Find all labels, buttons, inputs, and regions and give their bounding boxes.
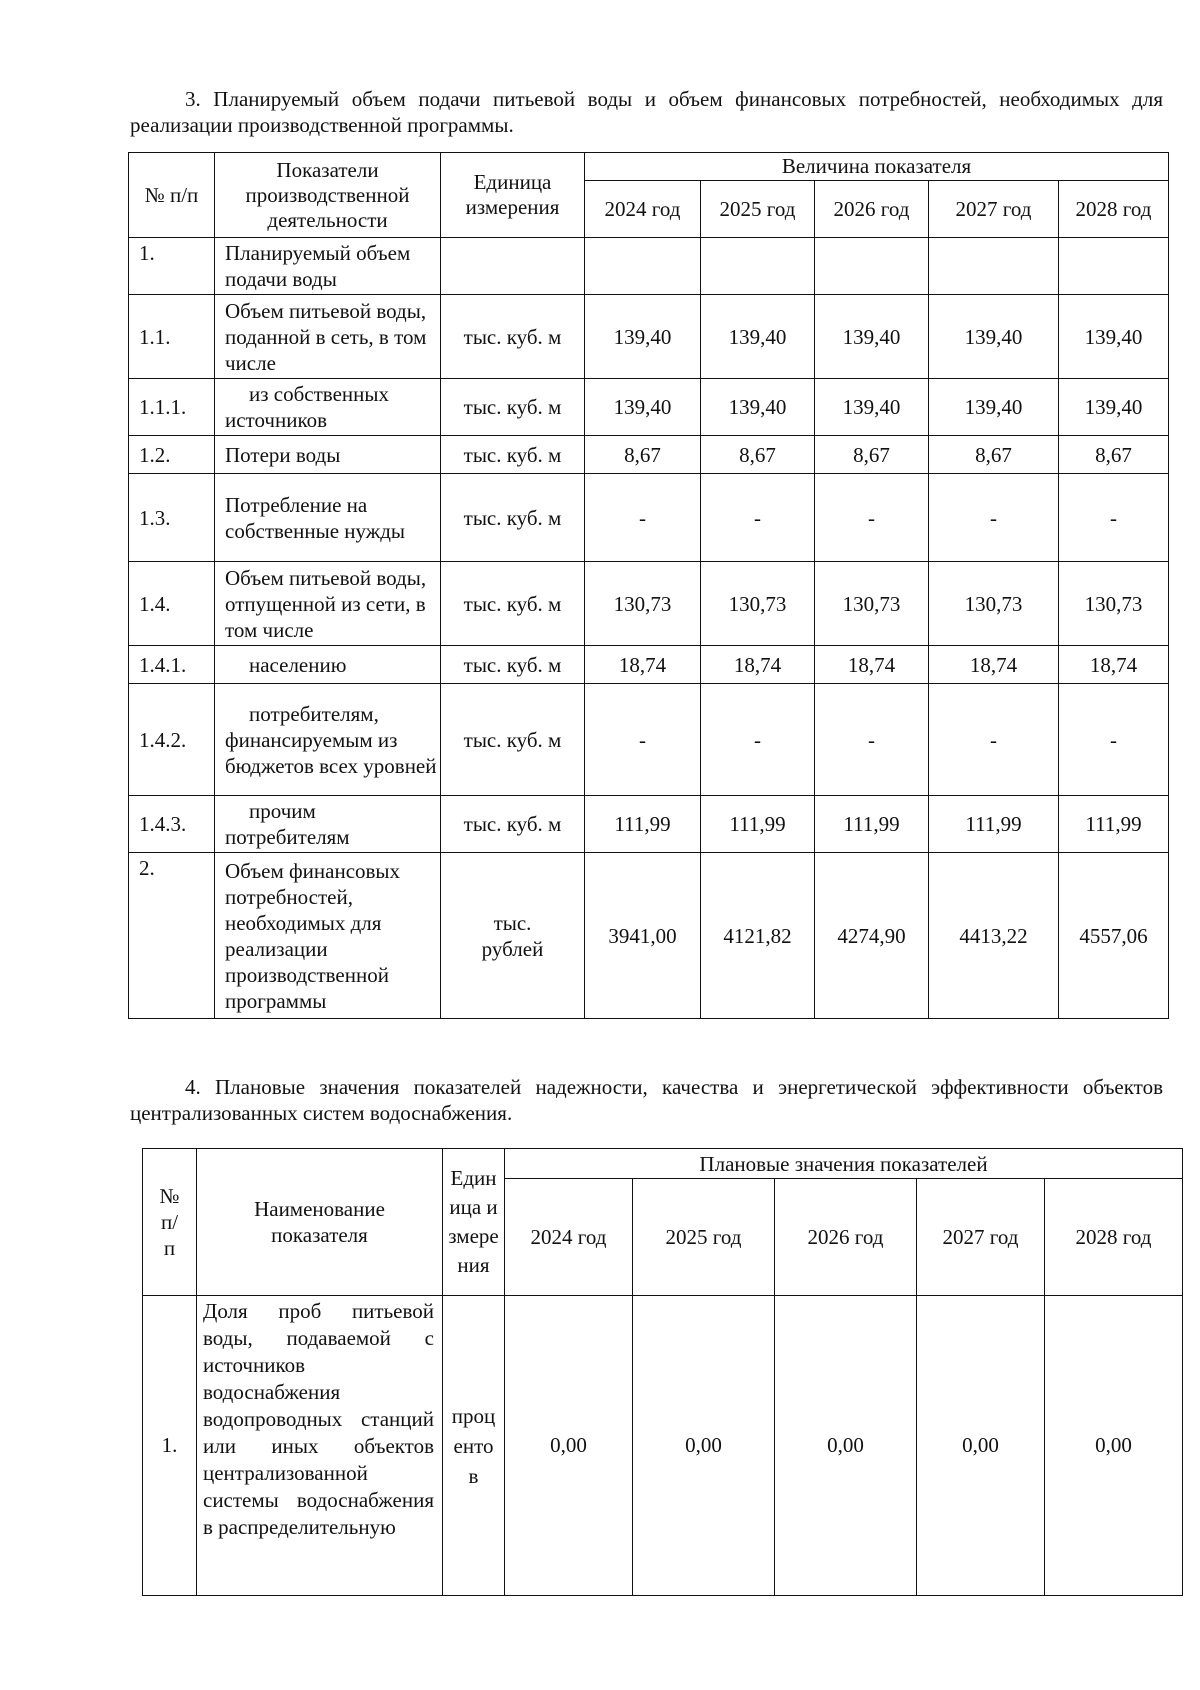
row-value: 3941,00 — [585, 853, 701, 1019]
row-unit — [441, 238, 585, 295]
row-num: 1.4.3. — [129, 796, 215, 853]
row-value: - — [815, 474, 929, 562]
reliability-indicators-table — [142, 1148, 1183, 1596]
header-unit: Единица измерения — [443, 1149, 505, 1296]
row-value: 8,67 — [929, 436, 1059, 474]
row-value: - — [815, 684, 929, 796]
row-num: 1.1. — [129, 295, 215, 379]
row-value: 4413,22 — [929, 853, 1059, 1019]
row-value: 0,00 — [505, 1296, 633, 1596]
row-unit: тыс. куб. м — [441, 562, 585, 646]
row-unit: тыс. куб. м — [441, 646, 585, 684]
row-value: 139,40 — [1059, 379, 1169, 436]
row-value: 0,00 — [917, 1296, 1045, 1596]
header-year: 2026 год — [775, 1179, 917, 1296]
row-value: 4274,90 — [815, 853, 929, 1019]
row-unit: тыс. куб. м — [441, 379, 585, 436]
row-num: 1.1.1. — [129, 379, 215, 436]
header-year: 2024 год — [585, 181, 701, 238]
row-num: 1.4. — [129, 562, 215, 646]
row-name: Планируемый объем подачи воды — [215, 238, 441, 295]
row-unit: процентов — [443, 1296, 505, 1596]
row-unit: тыс. рублей — [441, 853, 585, 1019]
table-row — [129, 646, 1169, 684]
row-num: 1.4.2. — [129, 684, 215, 796]
row-unit: тыс. куб. м — [441, 295, 585, 379]
table-row — [129, 562, 1169, 646]
row-value: - — [929, 474, 1059, 562]
header-value-group: Величина показателя — [585, 153, 1169, 181]
row-value: 0,00 — [1045, 1296, 1183, 1596]
header-num: № п/п — [129, 153, 215, 238]
row-value: 8,67 — [815, 436, 929, 474]
row-value — [929, 238, 1059, 295]
row-name: из собственных источников — [215, 379, 441, 436]
header-indicator: Показатели производственной деятельности — [215, 153, 441, 238]
row-value: 0,00 — [775, 1296, 917, 1596]
row-value: 139,40 — [815, 295, 929, 379]
row-value: 18,74 — [1059, 646, 1169, 684]
row-value: 18,74 — [585, 646, 701, 684]
row-name: Объем питьевой воды, отпущенной из сети, в том числе — [215, 562, 441, 646]
row-num: 1.3. — [129, 474, 215, 562]
row-value: 139,40 — [929, 379, 1059, 436]
row-value: - — [1059, 684, 1169, 796]
row-unit: тыс. куб. м — [441, 796, 585, 853]
row-value: 111,99 — [815, 796, 929, 853]
row-name: Потери воды — [215, 436, 441, 474]
row-value: - — [585, 474, 701, 562]
table-row — [129, 474, 1169, 562]
row-value — [701, 238, 815, 295]
row-num: 1. — [143, 1296, 197, 1596]
header-value-group: Плановые значения показателей — [505, 1149, 1183, 1179]
water-supply-volume-table — [128, 152, 1169, 1019]
row-value — [1059, 238, 1169, 295]
row-name: потребителям, финансируемым из бюджетов всех уровней — [215, 684, 441, 796]
row-name: Объем финансовых потребностей, необходимых для реализации производственной программы — [215, 853, 441, 1019]
header-year: 2025 год — [633, 1179, 775, 1296]
section-4-heading: 4. Плановые значения показателей надежности, качества и энергетической эффективности объектов централизованных систем водоснабжения. — [130, 1075, 1163, 1125]
header-year: 2027 год — [917, 1179, 1045, 1296]
row-value: 111,99 — [585, 796, 701, 853]
row-value: 139,40 — [701, 295, 815, 379]
row-value — [585, 238, 701, 295]
row-name: Потребление на собственные нужды — [215, 474, 441, 562]
row-unit: тыс. куб. м — [441, 436, 585, 474]
row-value: 111,99 — [701, 796, 815, 853]
row-num: 1.2. — [129, 436, 215, 474]
row-value: 130,73 — [815, 562, 929, 646]
row-value: 139,40 — [585, 379, 701, 436]
row-value: - — [585, 684, 701, 796]
header-year: 2027 год — [929, 181, 1059, 238]
row-value: - — [929, 684, 1059, 796]
table-row — [129, 238, 1169, 295]
row-name: Доля проб питьевой воды, подаваемой с источников водоснабжения водопроводных станций или иных объектов централизованной системы водоснабжения в распределительную — [197, 1296, 443, 1596]
table-row — [129, 379, 1169, 436]
row-unit: тыс. куб. м — [441, 474, 585, 562]
table-row — [129, 684, 1169, 796]
row-value: - — [701, 474, 815, 562]
row-value: 18,74 — [929, 646, 1059, 684]
row-unit: тыс. куб. м — [441, 684, 585, 796]
header-year: 2025 год — [701, 181, 815, 238]
table-row — [129, 796, 1169, 853]
row-num: 1.4.1. — [129, 646, 215, 684]
row-value: 130,73 — [929, 562, 1059, 646]
row-value: - — [1059, 474, 1169, 562]
section-3-heading: 3. Планируемый объем подачи питьевой воды и объем финансовых потребностей, необходимых для реализации производственной программы. — [130, 87, 1163, 137]
row-value: 8,67 — [701, 436, 815, 474]
table-row — [143, 1296, 1183, 1596]
row-value: 139,40 — [929, 295, 1059, 379]
row-value: 18,74 — [701, 646, 815, 684]
row-value — [815, 238, 929, 295]
header-name: Наименование показателя — [197, 1149, 443, 1296]
row-num: 1. — [129, 238, 215, 295]
row-value: - — [701, 684, 815, 796]
header-year: 2028 год — [1059, 181, 1169, 238]
table-row — [129, 295, 1169, 379]
row-value: 18,74 — [815, 646, 929, 684]
row-value: 4557,06 — [1059, 853, 1169, 1019]
row-name: прочим потребителям — [215, 796, 441, 853]
row-value: 4121,82 — [701, 853, 815, 1019]
header-year: 2026 год — [815, 181, 929, 238]
header-unit: Единица измерения — [441, 153, 585, 238]
table-row — [129, 436, 1169, 474]
row-value: 8,67 — [1059, 436, 1169, 474]
row-value: 111,99 — [1059, 796, 1169, 853]
header-num: № п/ п — [143, 1149, 197, 1296]
row-value: 139,40 — [815, 379, 929, 436]
row-name: населению — [215, 646, 441, 684]
row-name: Объем питьевой воды, поданной в сеть, в том числе — [215, 295, 441, 379]
row-value: 139,40 — [1059, 295, 1169, 379]
row-num: 2. — [129, 853, 215, 1019]
row-value: 139,40 — [701, 379, 815, 436]
row-value: 130,73 — [1059, 562, 1169, 646]
header-year: 2028 год — [1045, 1179, 1183, 1296]
row-value: 111,99 — [929, 796, 1059, 853]
row-value: 139,40 — [585, 295, 701, 379]
row-value: 0,00 — [633, 1296, 775, 1596]
header-year: 2024 год — [505, 1179, 633, 1296]
row-value: 130,73 — [585, 562, 701, 646]
row-value: 130,73 — [701, 562, 815, 646]
table-row — [129, 853, 1169, 1019]
row-value: 8,67 — [585, 436, 701, 474]
